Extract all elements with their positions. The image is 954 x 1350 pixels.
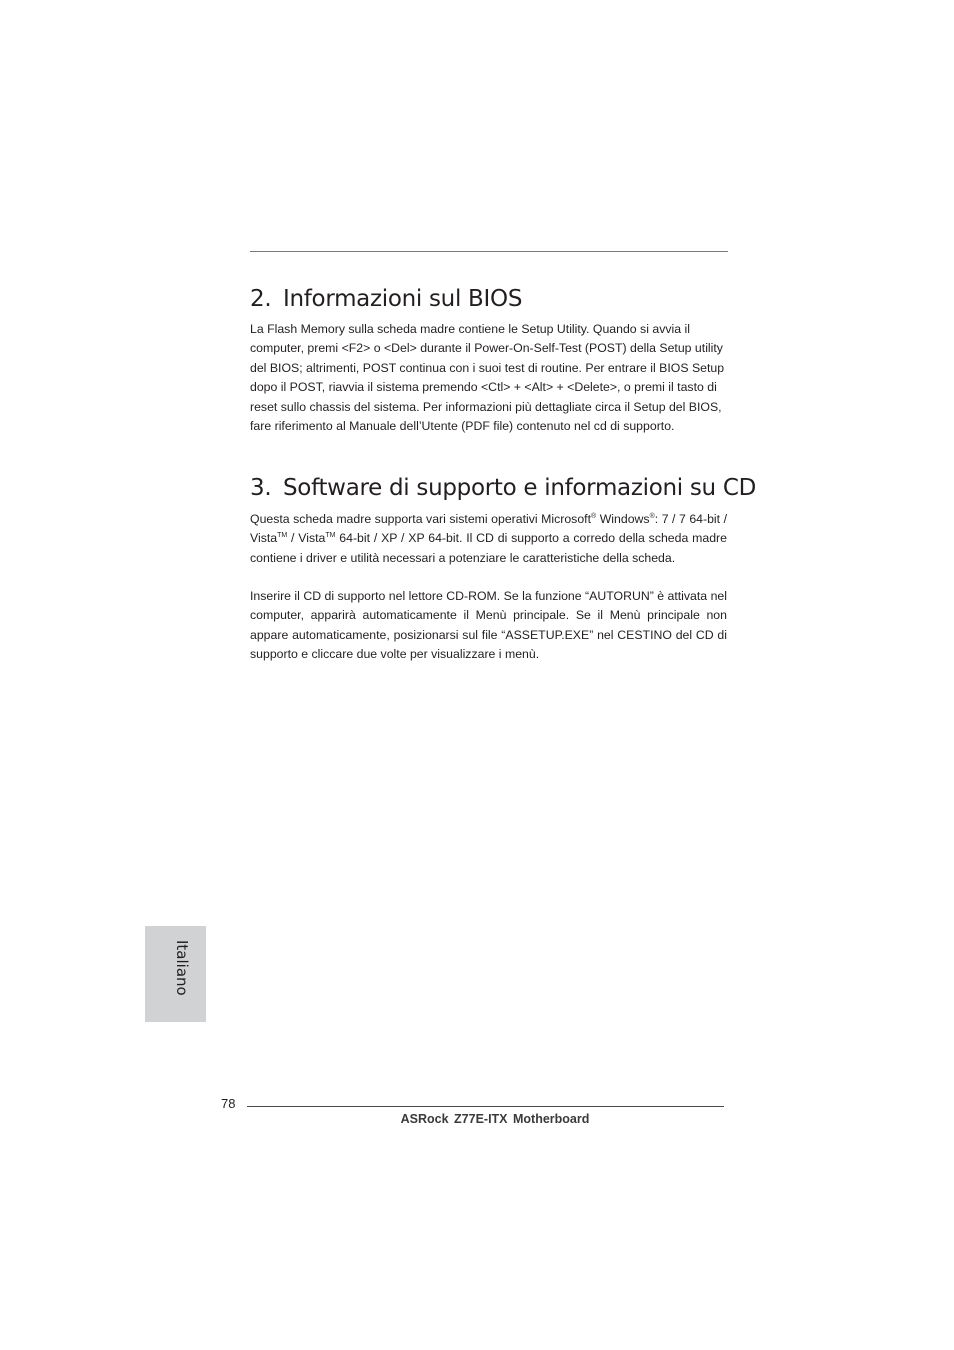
registered-mark: ®: [649, 513, 655, 520]
footer-product-name: ASRock Z77E-ITX Motherboard: [400, 1112, 590, 1126]
section-2-number: 2.: [250, 286, 272, 312]
trademark-mark: TM: [277, 532, 288, 540]
section-3-number: 3.: [250, 475, 272, 501]
os-text-a: Questa scheda madre supporta vari sistemi operativi Microsoft: [250, 512, 592, 526]
top-divider: [250, 251, 728, 252]
os-support-paragraph: [250, 510, 727, 568]
language-label: Italiano: [173, 940, 191, 996]
page-number: 78: [221, 1096, 236, 1111]
cd-install-paragraph: Inserire il CD di supporto nel lettore CD-ROM. Se la funzione “AUTORUN” è attivata nel computer, apparirà automaticamente il Menù principale. Se il Menù principale non appare automaticamente, posizionarsi sul file “ASSETUP.EXE” nel CESTINO del CD di supporto e cliccare due volte per visualizzare i menù.: [250, 589, 727, 662]
footer-divider: [247, 1106, 724, 1107]
registered-mark: ®: [591, 513, 597, 520]
os-text-e: 64-bit / XP / XP 64-bit. Il CD di supporto a corredo della scheda madre contiene i driver e utilità necessari a potenziare le caratteristiche della scheda.: [250, 531, 727, 565]
section-3-heading: [250, 475, 756, 501]
bios-paragraph: La Flash Memory sulla scheda madre contiene le Setup Utility. Quando si avvia il computer, premi <F2> o <Del> durante il Power-On-Self-Test (POST) della Setup utility del BIOS; altrimenti, POST continua con i suoi test di routine. Per entrare il BIOS Setup dopo il POST, riavvia il sistema premendo <Ctl> + <Alt> + <Delete>, o premi il tasto di reset sullo chassis del sistema. Per informazioni più dettagliate circa il Setup del BIOS, fare riferimento al Manuale dell’Utente (PDF file) contenuto nel cd di supporto.: [250, 322, 725, 434]
section-3-title: Software di supporto e informazioni su CD: [283, 475, 756, 501]
section-2-title: Informazioni sul BIOS: [283, 286, 523, 312]
os-text-c: : 7 / 7 64-bit / Vista: [250, 512, 727, 546]
os-text-d: / Vista: [287, 531, 326, 546]
os-text-b: Windows: [596, 512, 650, 526]
section-2-heading: [250, 286, 750, 312]
trademark-mark: TM: [325, 532, 336, 540]
